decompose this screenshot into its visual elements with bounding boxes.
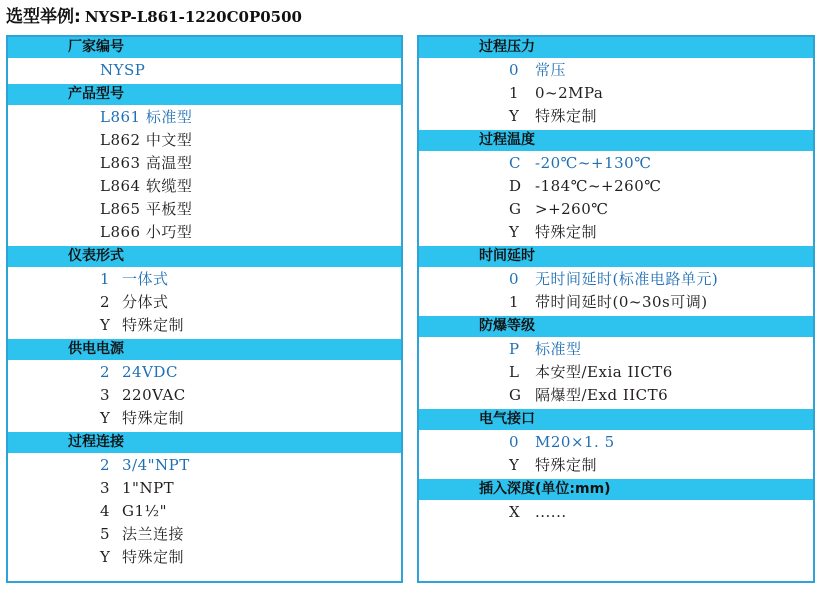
section-body — [419, 58, 813, 130]
option-row — [419, 501, 813, 524]
option-row — [419, 175, 813, 198]
left-column — [6, 35, 403, 583]
option-row — [419, 268, 813, 291]
option-code: 2 — [100, 363, 111, 381]
option-text: 0~2MPa — [535, 84, 604, 102]
section-header: 过程温度 — [419, 130, 813, 151]
option-row — [8, 384, 401, 407]
option-code: 1 — [100, 270, 111, 288]
option-text: -184℃~+260℃ — [535, 177, 662, 195]
section-body — [419, 151, 813, 246]
option-code: Y — [509, 107, 520, 125]
option-text: 220VAC — [122, 386, 186, 404]
option-text: 常压 — [535, 61, 567, 79]
option-row — [8, 500, 401, 523]
option-code: 0 — [509, 61, 520, 79]
section-header: 时间延时 — [419, 246, 813, 267]
option-code: Y — [509, 456, 520, 474]
option-code: X — [509, 503, 521, 521]
option-text: L864 软缆型 — [100, 177, 193, 195]
section-body — [8, 58, 401, 84]
option-text: NYSP — [100, 61, 146, 79]
option-row — [8, 361, 401, 384]
option-code: 0 — [509, 270, 520, 288]
option-row — [419, 105, 813, 128]
option-text: 特殊定制 — [122, 409, 185, 427]
option-text: 特殊定制 — [535, 107, 598, 125]
option-text: 特殊定制 — [535, 223, 598, 241]
option-text: 法兰连接 — [122, 525, 185, 543]
option-text: 隔爆型/Exd IICT6 — [535, 386, 669, 404]
option-text: 标准型 — [535, 340, 582, 358]
section-body — [8, 267, 401, 339]
option-code: Y — [100, 316, 111, 334]
option-code: 2 — [100, 456, 111, 474]
option-row — [8, 291, 401, 314]
option-row — [8, 477, 401, 500]
option-row — [8, 268, 401, 291]
option-row — [8, 129, 401, 152]
option-row — [8, 198, 401, 221]
option-code: 1 — [509, 293, 520, 311]
section-header: 供电电源 — [8, 339, 401, 360]
option-row — [8, 106, 401, 129]
option-row — [419, 361, 813, 384]
option-text: 本安型/Exia IICT6 — [535, 363, 673, 381]
option-row — [419, 291, 813, 314]
option-row — [8, 523, 401, 546]
title-model-code: NYSP-L861-1220C0P0500 — [84, 8, 302, 26]
option-text: L866 小巧型 — [100, 223, 193, 241]
option-code: L — [509, 363, 520, 381]
option-code: P — [509, 340, 520, 358]
section-body — [8, 105, 401, 246]
option-text: 特殊定制 — [535, 456, 598, 474]
option-text: L863 高温型 — [100, 154, 193, 172]
option-row — [8, 152, 401, 175]
option-code: G — [509, 200, 522, 218]
section-header: 电气接口 — [419, 409, 813, 430]
option-code: 5 — [100, 525, 111, 543]
option-row — [419, 431, 813, 454]
option-row — [419, 221, 813, 244]
option-code: Y — [509, 223, 520, 241]
option-code: 2 — [100, 293, 111, 311]
section-body — [8, 360, 401, 432]
section-header: 防爆等级 — [419, 316, 813, 337]
option-row — [419, 82, 813, 105]
option-code: 0 — [509, 433, 520, 451]
option-row — [8, 59, 401, 82]
option-row — [419, 338, 813, 361]
section-header: 产品型号 — [8, 84, 401, 105]
option-row — [8, 407, 401, 430]
option-code: Y — [100, 409, 111, 427]
option-text: 无时间延时(标准电路单元) — [535, 270, 719, 288]
option-text: L862 中文型 — [100, 131, 193, 149]
option-code: 1 — [509, 84, 520, 102]
option-text: >+260℃ — [535, 200, 609, 218]
title-label: 选型举例: — [6, 7, 81, 27]
option-text: 带时间延时(0~30s可调) — [535, 293, 708, 311]
section-body — [8, 453, 401, 571]
section-header: 仪表形式 — [8, 246, 401, 267]
option-row — [8, 546, 401, 569]
option-code: Y — [100, 548, 111, 566]
option-text: 特殊定制 — [122, 316, 185, 334]
option-row — [419, 152, 813, 175]
right-column — [417, 35, 815, 583]
option-text: 一体式 — [122, 270, 169, 288]
section-body — [419, 267, 813, 316]
option-row — [419, 59, 813, 82]
option-code: 3 — [100, 479, 111, 497]
option-text: 分体式 — [122, 293, 169, 311]
option-text: L861 标准型 — [100, 108, 193, 126]
option-row — [8, 454, 401, 477]
section-header: 过程压力 — [419, 37, 813, 58]
section-body — [419, 337, 813, 409]
section-header: 厂家编号 — [8, 37, 401, 58]
page-title — [6, 2, 302, 32]
option-row — [419, 454, 813, 477]
option-code: D — [509, 177, 522, 195]
option-row — [419, 384, 813, 407]
section-body — [419, 430, 813, 479]
option-text: ...... — [535, 503, 567, 521]
section-body — [419, 500, 813, 526]
section-header: 插入深度(单位:mm) — [419, 479, 813, 500]
option-text: 特殊定制 — [122, 548, 185, 566]
section-header: 过程连接 — [8, 432, 401, 453]
option-code: 3 — [100, 386, 111, 404]
option-text: G1½" — [122, 502, 167, 520]
option-row — [8, 314, 401, 337]
option-text: -20℃~+130℃ — [535, 154, 652, 172]
option-code: G — [509, 386, 522, 404]
option-text: 1"NPT — [122, 479, 175, 497]
option-code: C — [509, 154, 521, 172]
option-code: 4 — [100, 502, 111, 520]
option-row — [8, 175, 401, 198]
option-row — [8, 221, 401, 244]
option-row — [419, 198, 813, 221]
option-text: M20×1. 5 — [535, 433, 615, 451]
option-text: L865 平板型 — [100, 200, 193, 218]
option-text: 3/4"NPT — [122, 456, 190, 474]
option-text: 24VDC — [122, 363, 178, 381]
